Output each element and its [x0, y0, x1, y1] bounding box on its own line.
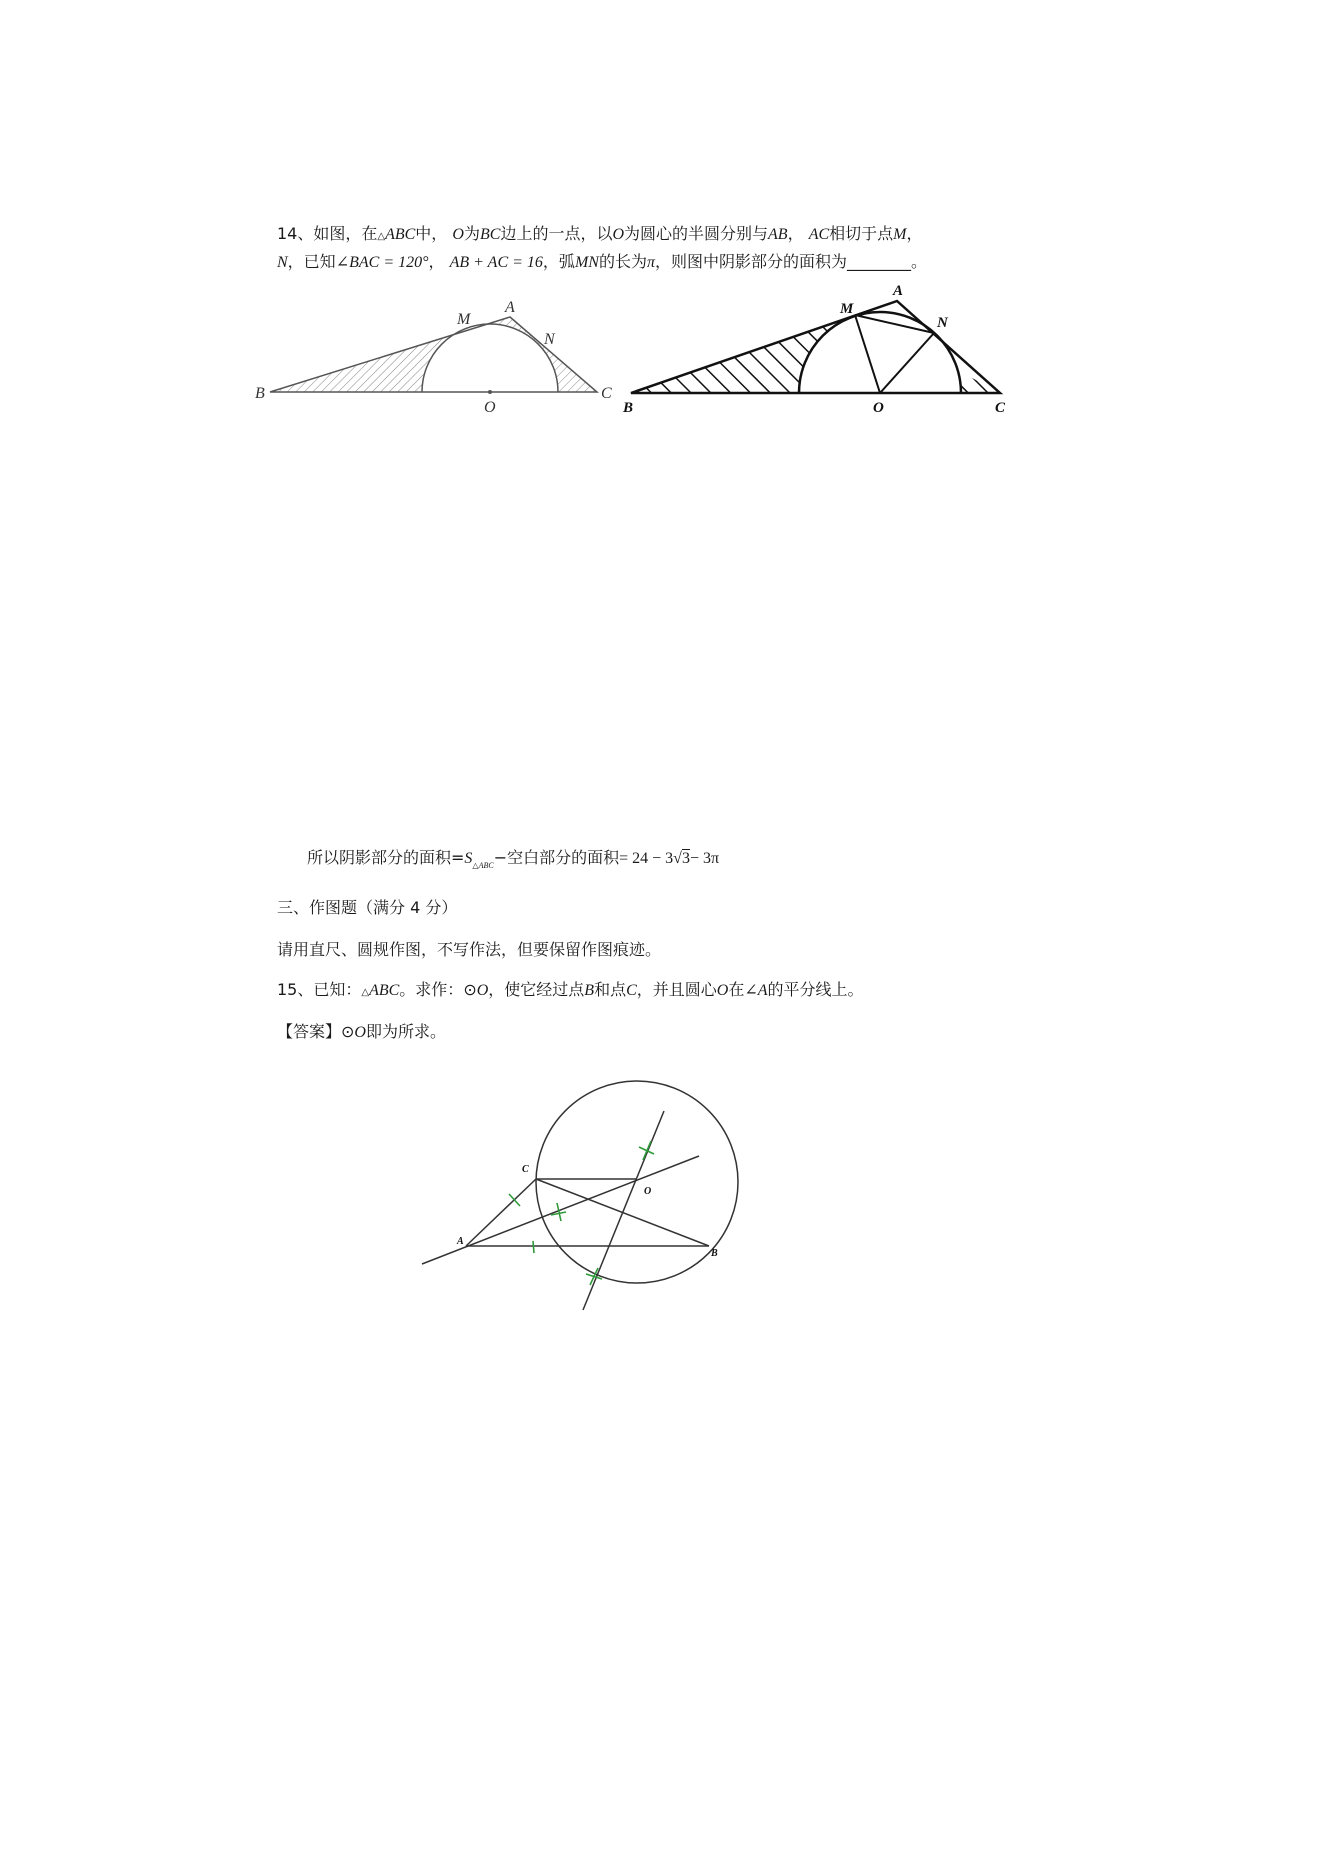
construction-marks: [509, 1141, 654, 1285]
label-b-fig3: B: [711, 1248, 718, 1259]
label-m: M: [457, 311, 471, 328]
section-heading: 三、作图题（满分 4 分）: [277, 898, 458, 917]
label-a: A: [505, 299, 515, 316]
label-o-fig3: O: [644, 1186, 652, 1197]
q14-line2: N，已知∠BAC = 120°， AB + AC = 16，弧MN的长为π，则图中阴影部分的面积为________。: [277, 252, 927, 271]
label-c: C: [601, 385, 612, 402]
label-n-right: N: [937, 315, 948, 331]
q14-line1: 14、如图，在△ABC中， O为BC边上的一点，以O为圆心的半圆分别与AB， AC相切于点M，: [277, 224, 923, 243]
answer15-line: 【答案】⊙O即为所求。: [277, 1022, 446, 1041]
label-o-right: O: [873, 400, 884, 416]
answer-blank: ________: [846, 252, 911, 271]
label-c-right: C: [995, 400, 1006, 416]
circle-o: [536, 1081, 738, 1283]
sqrt-sign: √: [673, 850, 682, 867]
label-n: N: [544, 331, 555, 348]
label-b-right: B: [623, 400, 634, 416]
label-b: B: [255, 385, 265, 402]
label-c-fig3: C: [522, 1164, 529, 1175]
label-a-fig3: A: [457, 1236, 464, 1247]
label-o: O: [484, 399, 496, 416]
q15-line: 15、已知：△ABC。求作：⊙O，使它经过点B和点C，并且圆心O在∠A的平分线上。: [277, 980, 864, 999]
answer14-line: 所以阴影部分的面积$=S_{\triangle ABC}-$空白部分的面积= 24 − 3√3− 3π: [307, 848, 720, 870]
label-m-right: M: [840, 301, 854, 317]
perpendicular-bisector-line: [583, 1111, 664, 1310]
label-a-right: A: [893, 283, 904, 299]
section-instruction: 请用直尺、圆规作图，不写作法，但要保留作图痕迹。: [277, 940, 662, 959]
side-ca: [466, 1179, 536, 1246]
